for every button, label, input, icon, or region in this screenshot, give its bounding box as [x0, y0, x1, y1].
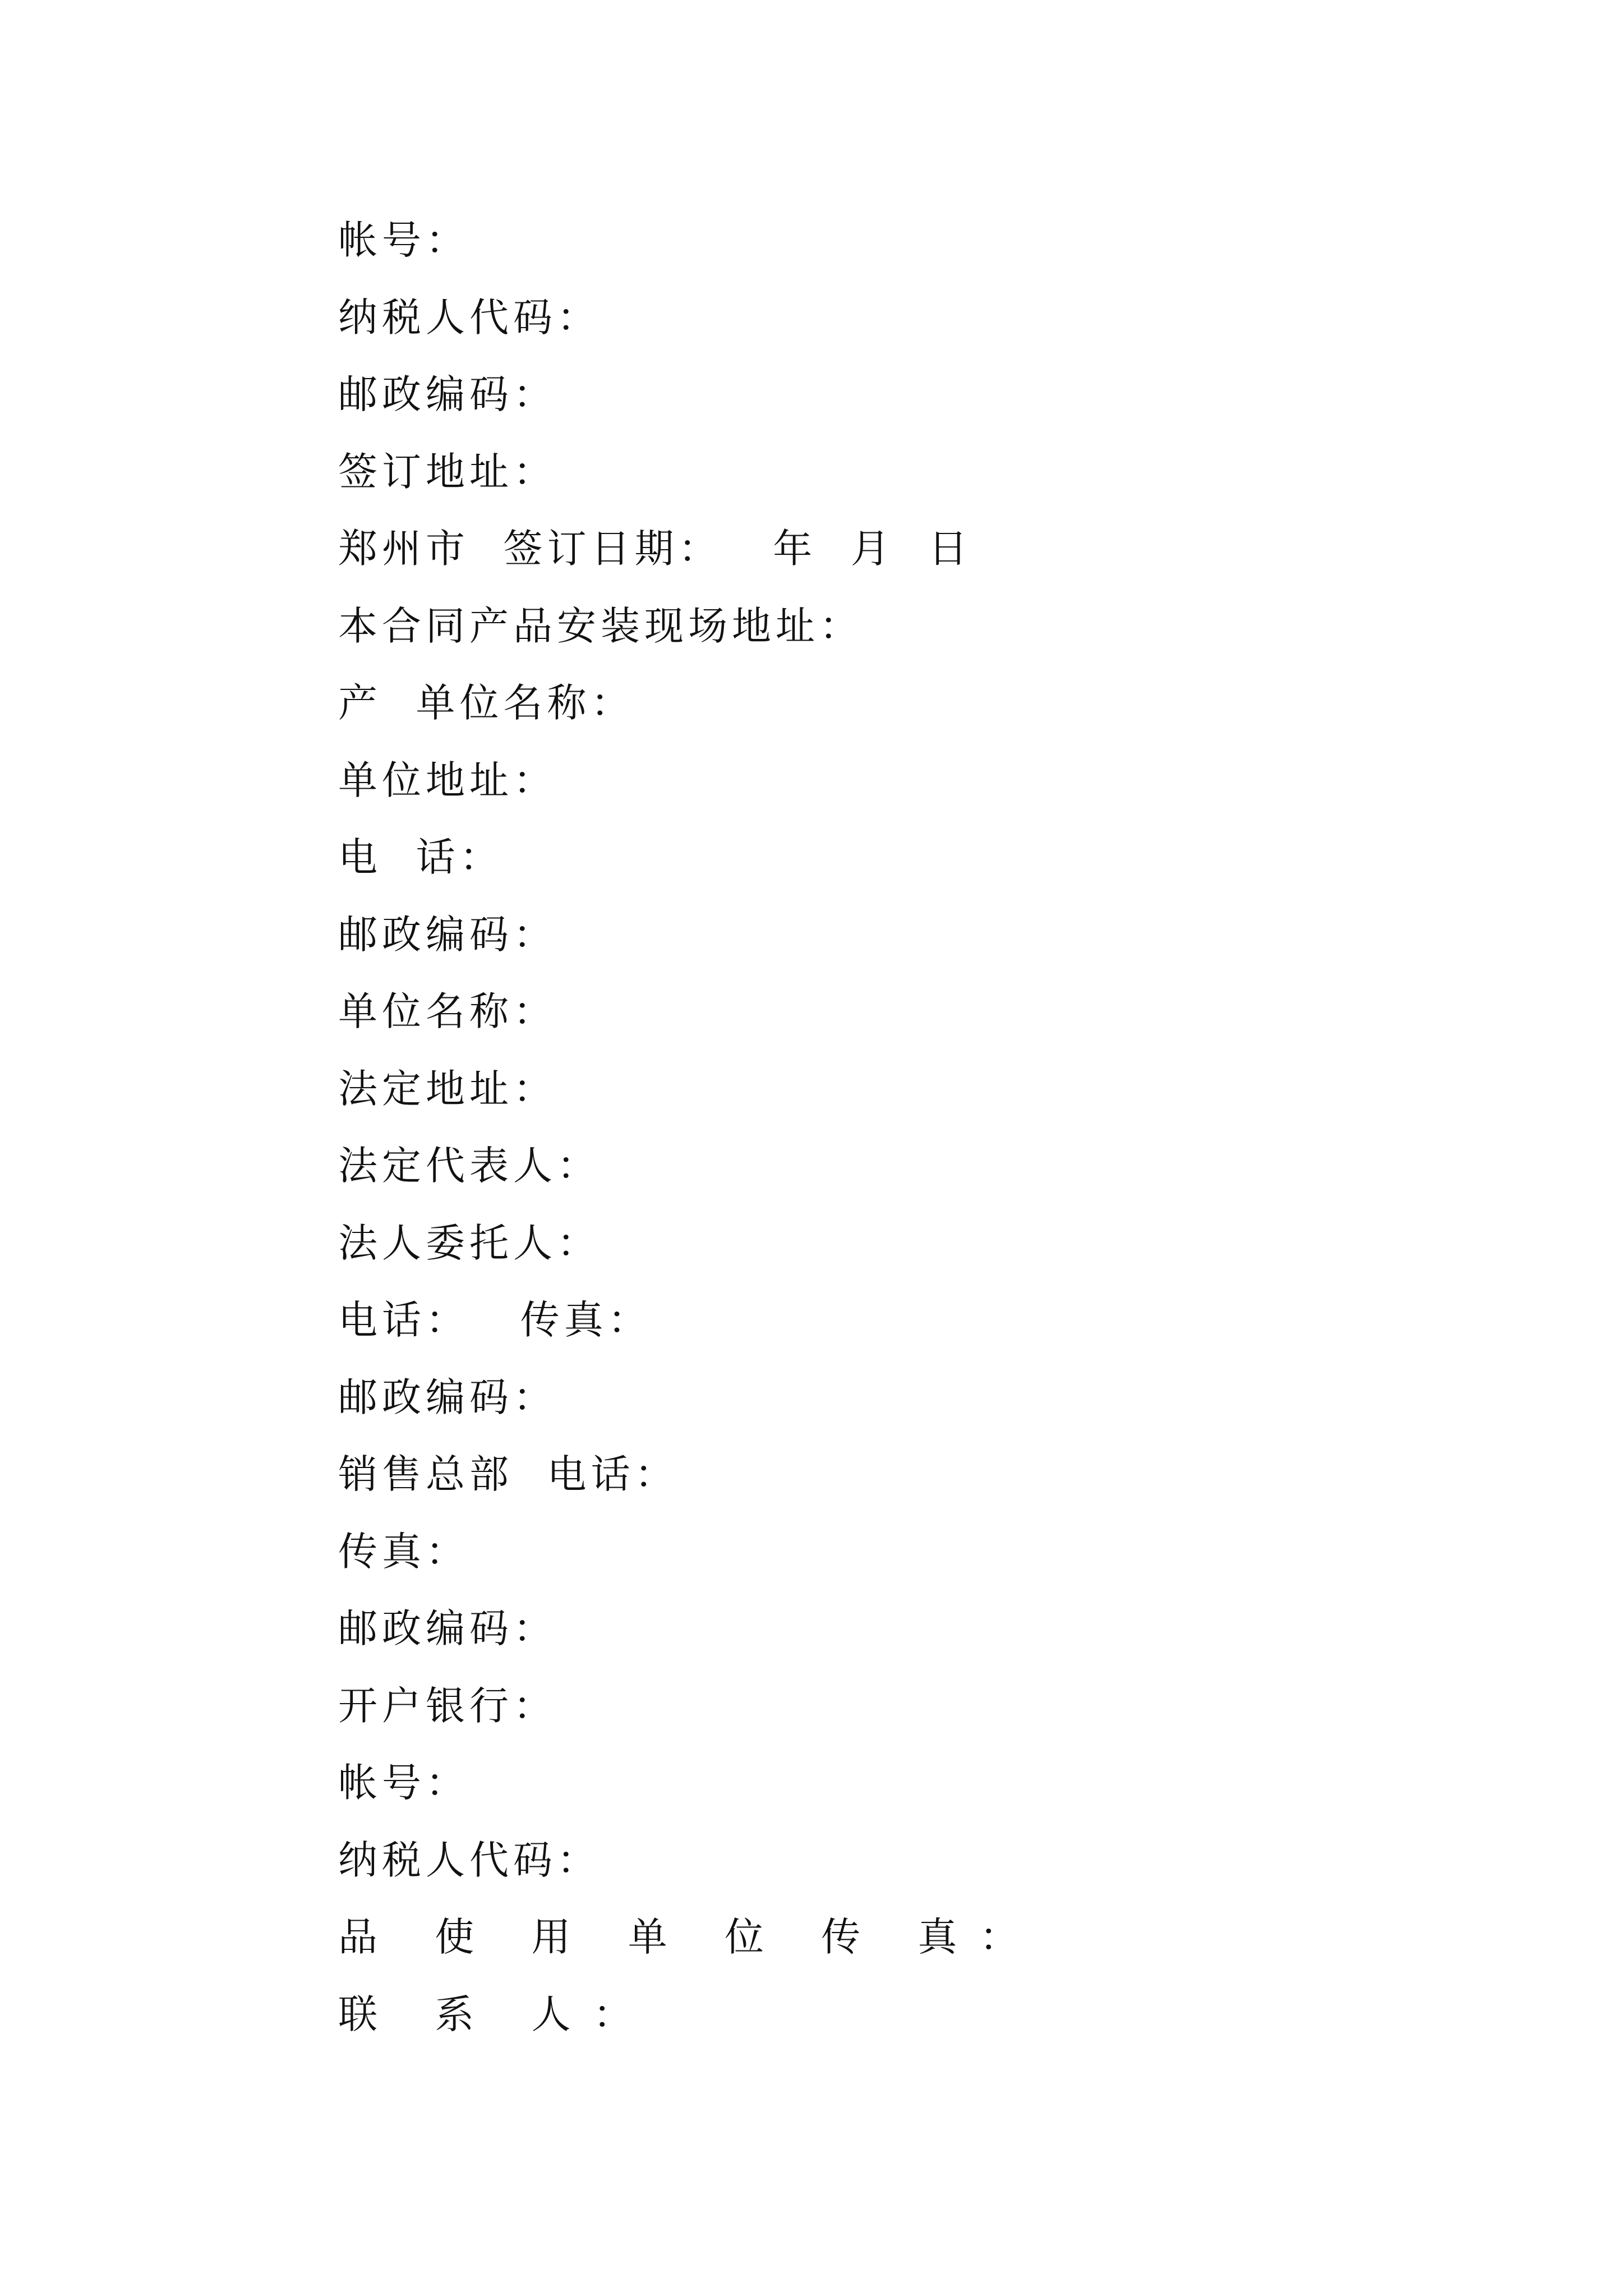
legal-representative-label: 法定代表人：	[338, 1143, 601, 1189]
form-field-list	[338, 202, 1516, 2053]
phone-label: 电 话：	[338, 834, 504, 880]
account-number-label: 帐号：	[338, 217, 469, 263]
legal-address-label: 法定地址：	[338, 1065, 557, 1112]
taxpayer-code-label: 纳税人代码：	[338, 1837, 601, 1883]
taxpayer-code-label: 纳税人代码：	[338, 294, 601, 341]
sales-hq-phone-line: 销售总部 电话：	[338, 1451, 679, 1497]
authorized-agent-label: 法人委托人：	[338, 1220, 601, 1266]
postal-code-label: 邮政编码：	[338, 371, 557, 417]
signing-address-label: 签订地址：	[338, 448, 557, 495]
user-unit-fax-line: 品 使 用 单 位 传 真：	[338, 1914, 1041, 1960]
contact-person-label: 联 系 人：	[338, 1991, 655, 2037]
company-address-label: 单位地址：	[338, 757, 557, 803]
account-number-label: 帐号：	[338, 1760, 469, 1806]
company-name-label: 单位名称：	[338, 988, 557, 1034]
company-name-label: 产 单位名称：	[338, 680, 635, 726]
bank-label: 开户银行：	[338, 1682, 557, 1729]
postal-code-label: 邮政编码：	[338, 1374, 557, 1420]
postal-code-label: 邮政编码：	[338, 911, 557, 958]
installation-site-address-label: 本合同产品安装现场地址：	[338, 602, 863, 649]
postal-code-label: 邮政编码：	[338, 1605, 557, 1651]
fax-label: 传真：	[338, 1528, 469, 1575]
signing-date-line: 郑州市 签订日期： 年 月 日	[338, 526, 972, 572]
phone-fax-line: 电话： 传真：	[338, 1297, 652, 1343]
